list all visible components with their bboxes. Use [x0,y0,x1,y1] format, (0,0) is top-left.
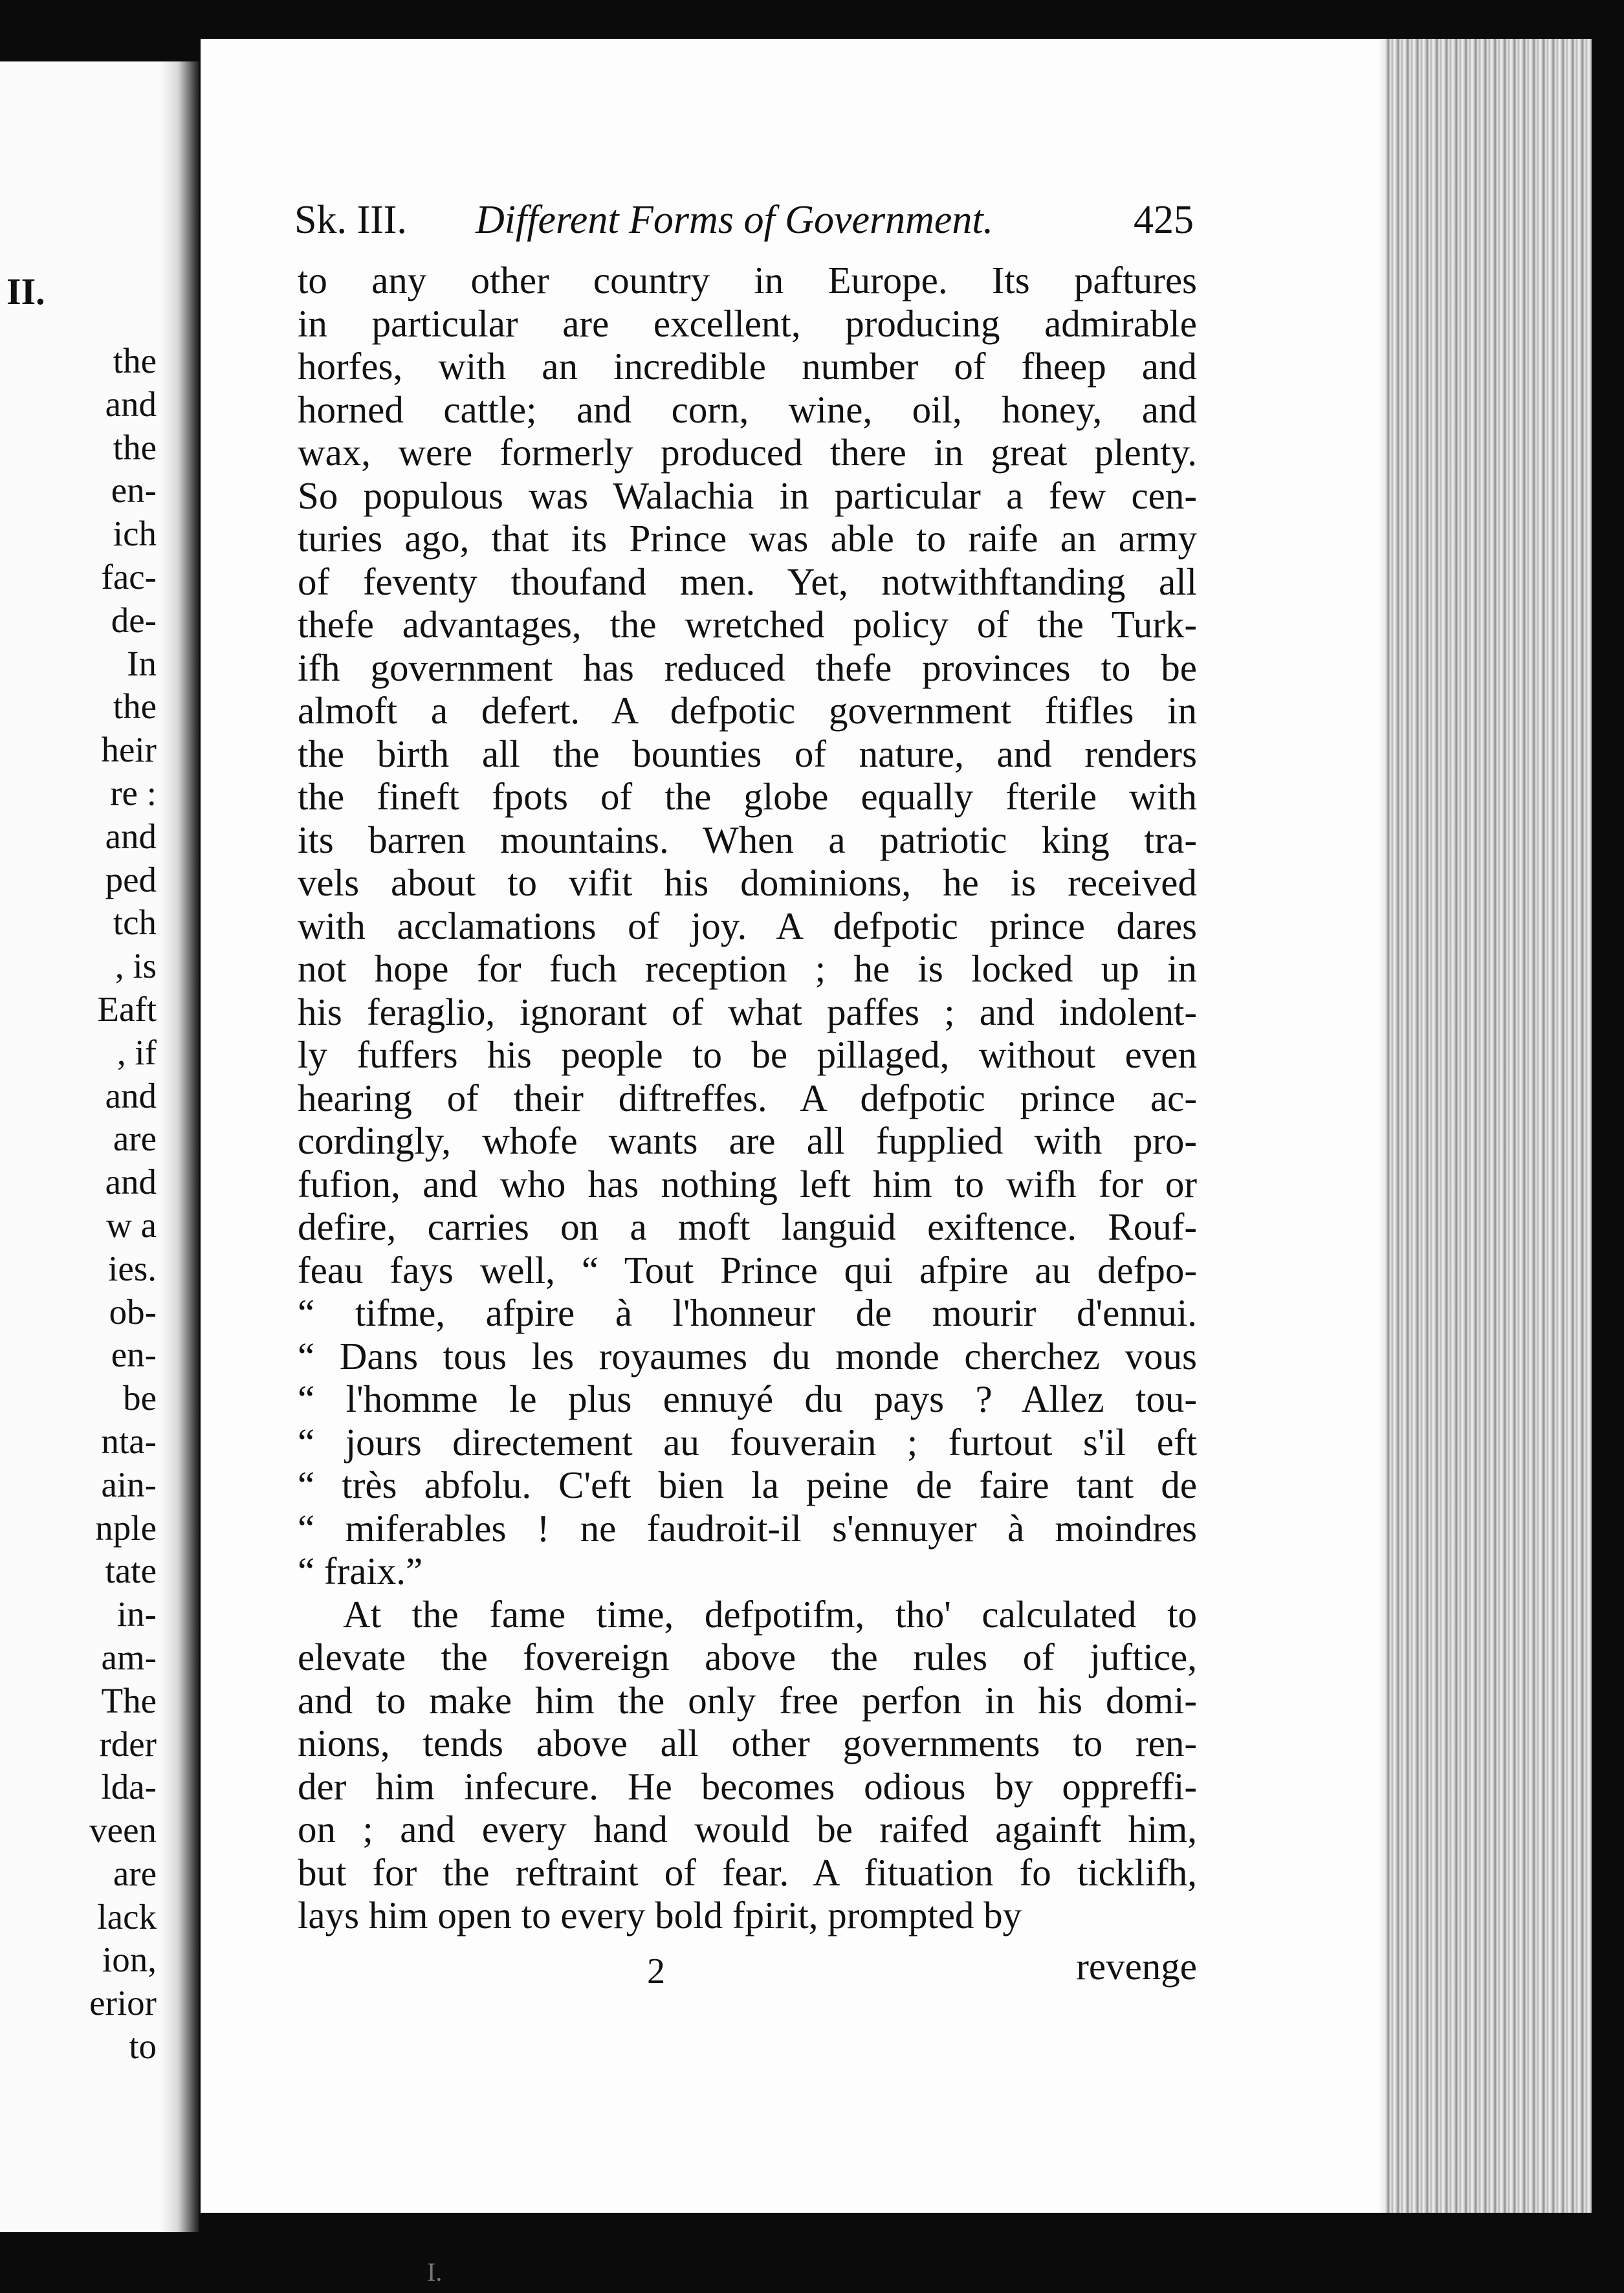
left-page-line: , if [116,1032,157,1072]
text-line: in particular are excellent, producing admirable [298,302,1197,345]
text-line: ifh government has reduced thefe provinces to be [298,646,1197,689]
body-text [298,259,1197,1937]
text-line: hearing of their diftreffes. A defpotic prince ac- [298,1076,1197,1119]
left-page-line: re : [110,773,157,813]
left-page-line: and [105,816,157,856]
section-label: Sk. III. [294,198,407,242]
text-line: “ l'homme le plus ennuyé du pays ? Allez tou- [298,1377,1197,1420]
left-page-line: en- [111,1335,157,1375]
catchword: revenge [1076,1945,1197,1988]
text-line: fufion, and who has nothing left him to wifh for or [298,1162,1197,1205]
text-line: its barren mountains. When a patriotic king tra- [298,818,1197,861]
left-page-line: to [129,2026,157,2067]
left-page-line: be [123,1378,157,1418]
text-line: the fineft fpots of the globe equally fterile with [298,775,1197,818]
running-header [294,191,1194,249]
text-line: ly fuffers his people to be pillaged, without even [298,1033,1197,1076]
text-line: defire, carries on a moft languid exiftence. Rouf- [298,1205,1197,1248]
left-page-line: are [113,1853,157,1893]
scan-mark: I. [427,2257,443,2287]
left-page-line: de- [111,600,157,640]
page-edges [1385,39,1592,2213]
text-line: horned cattle; and corn, wine, oil, honey, and [298,388,1197,431]
left-page-line: , is [115,946,157,986]
text-line: vels about to vifit his dominions, he is received [298,861,1197,904]
text-line: feau fays well, “ Tout Prince qui afpire au defpo- [298,1248,1197,1291]
left-page-line: the [113,686,157,727]
left-page-text [8,340,157,2068]
text-line: with acclamations of joy. A defpotic prince dares [298,904,1197,947]
left-page-line: nple [95,1508,157,1548]
text-line: almoft a defert. A defpotic government ftifles in [298,689,1197,732]
left-page-line: fac- [101,556,157,597]
text-line: and to make him the only free perfon in his domi- [298,1678,1197,1722]
left-page-line: rder [99,1724,157,1764]
left-page-line: tch [113,903,157,943]
left-page-line: The [101,1680,157,1720]
text-line: lays him open to every bold fpirit, prompted by [298,1894,1022,1936]
text-line: der him infecure. He becomes odious by oppreffi- [298,1764,1197,1808]
left-page-line: am- [101,1637,157,1677]
left-page-line: veen [89,1810,157,1850]
left-page-line: heir [101,730,157,770]
text-line: turies ago, that its Prince was able to raife an army [298,517,1197,560]
text-line: to any other country in Europe. Its paftures [298,259,1197,302]
left-page-line: are [113,1119,157,1159]
left-page-line: lda- [101,1767,157,1807]
page-number: 425 [1134,198,1194,242]
left-page-line: the [113,427,157,467]
left-page-line: and [105,1075,157,1115]
left-page-line: ain- [101,1464,157,1504]
left-page-line: Eaft [97,989,157,1029]
left-page-line: the [113,341,157,380]
text-line: wax, were formerly produced there in great plenty. [298,431,1197,474]
text-line: on ; and every hand would be raifed againft him, [298,1808,1197,1850]
left-page-line: ies. [108,1248,157,1288]
text-line: the birth all the bounties of nature, and renders [298,732,1197,775]
left-page-line: ich [113,514,157,554]
text-line: his feraglio, ignorant of what paffes ; and indolent- [298,990,1197,1033]
text-line: At the fame time, defpotifm, tho' calculated to [343,1592,1197,1636]
left-page-line: w a [106,1205,157,1245]
text-line: elevate the fovereign above the rules of juftice, [298,1636,1197,1678]
left-page-header: II. [6,270,45,313]
text-line: “ jours directement au fouverain ; furtout s'il eft [298,1420,1197,1464]
left-page-line: erior [89,1983,157,2023]
text-line: but for the reftraint of fear. A fituation fo ticklifh, [298,1850,1197,1894]
left-page-line: nta- [101,1421,157,1461]
signature-mark: 2 [647,1951,665,1991]
text-line: “ tifme, afpire à l'honneur de mourir d'ennui. [298,1291,1197,1334]
text-line: not hope for fuch reception ; he is locked up in [298,947,1197,990]
left-page-line: In [127,643,157,683]
left-page-line: tate [105,1551,157,1591]
text-line: nions, tends above all other governments to ren- [298,1722,1197,1764]
left-page-line: ion, [102,1940,157,1980]
left-page-line: ob- [109,1291,157,1332]
text-line: “ Dans tous les royaumes du monde cherchez vous [298,1334,1197,1377]
text-line: horfes, with an incredible number of fheep and [298,345,1197,388]
text-line: So populous was Walachia in particular a few cen- [298,474,1197,517]
text-line: of feventy thoufand men. Yet, notwithftanding all [298,560,1197,603]
text-line: “ fraix.” [298,1550,423,1592]
text-line: cordingly, whofe wants are all fupplied with pro- [298,1119,1197,1162]
left-page-line: ped [105,859,157,899]
left-page-line: en- [111,470,157,510]
left-page-line: and [105,384,157,424]
text-line: “ très abfolu. C'eft bien la peine de faire tant de [298,1464,1197,1506]
book-gutter [160,61,199,2232]
left-page-line: and [105,1162,157,1202]
left-page-line: in- [116,1594,157,1634]
text-line: “ miferables ! ne faudroit-il s'ennuyer à moindres [298,1506,1197,1550]
text-line: thefe advantages, the wretched policy of the Turk- [298,603,1197,646]
left-page-line: lack [97,1896,157,1936]
chapter-title: Different Forms of Government. [476,198,994,242]
